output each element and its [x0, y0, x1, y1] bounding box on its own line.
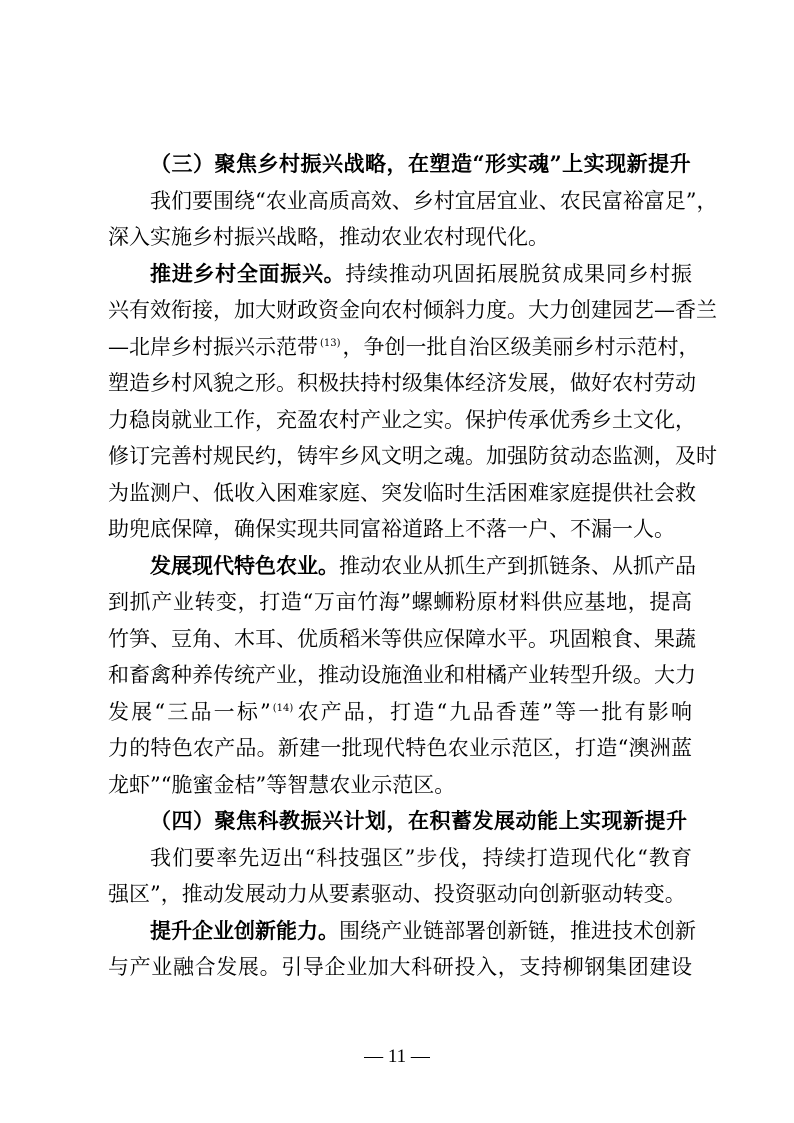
section-4-heading: （四）聚焦科教振兴计划，在积蓄发展动能上实现新提升 — [150, 808, 688, 833]
paragraph-modern-agriculture-line-7: 龙虾”“脆蜜金桔”等智慧农业示范区。 — [108, 772, 456, 797]
paragraph-modern-agriculture-line-3: 竹笋、豆角、木耳、优质稻米等供应保障水平。巩固粮食、果蔬 — [108, 626, 696, 651]
section-4-intro-line-1: 我们要率先迈出“科技强区”步伐，持续打造现代化“教育 — [150, 845, 692, 870]
section-3-intro-line-2: 深入实施乡村振兴战略，推动农业农村现代化。 — [108, 225, 549, 249]
paragraph-modern-agriculture-line-4: 和畜禽种养传统产业，推动设施渔业和柑橘产业转型升级。大力 — [108, 663, 696, 687]
paragraph-rural-revitalization-line-4: 塑造乡村风貌之形。积极扶持村级集体经济发展，做好农村劳动 — [108, 371, 696, 395]
paragraph-lead-enterprise-innovation: 提升企业创新能力。 — [150, 917, 339, 943]
section-3-heading: （三）聚焦乡村振兴战略，在塑造“形实魂”上实现新提升 — [150, 151, 692, 176]
paragraph-rural-revitalization-line-2: 兴有效衔接，加大财政资金向农村倾斜力度。大力创建园艺—香兰 — [108, 298, 717, 322]
section-3-intro-line-1: 我们要围绕“农业高质高效、乡村宜居宜业、农民富裕富足”， — [150, 188, 718, 213]
paragraph-lead-rural-revitalization: 推进乡村全面振兴。 — [150, 260, 346, 286]
paragraph-enterprise-innovation-line-2: 与产业融合发展。引导企业加大科研投入，支持柳钢集团建设 — [108, 955, 692, 979]
paragraph-modern-agriculture-line-1: 发展现代特色农业。推动农业从抓生产到抓链条、从抓产品 — [150, 552, 696, 578]
footnote-marker-13: (13) — [320, 337, 341, 349]
paragraph-rural-revitalization-line-1: 推进乡村全面振兴。持续推动巩固拓展脱贫成果同乡村振 — [150, 260, 692, 286]
paragraph-rural-revitalization-line-7: 为监测户、低收入困难家庭、突发临时生活困难家庭提供社会救 — [108, 480, 696, 505]
paragraph-rural-revitalization-line-3: —北岸乡村振兴示范带 $^{(13)}$，争创一批自治区级美丽乡村示范村， — [108, 334, 700, 359]
document-body — [108, 146, 718, 986]
section-4-intro-line-2: 强区”，推动发展动力从要素驱动、投资驱动向创新驱动转变。 — [108, 882, 686, 906]
paragraph-modern-agriculture-line-5: 发展“三品一标” $^{(14)}$农产品，打造“九品香莲”等一批有影响 — [108, 699, 692, 724]
paragraph-modern-agriculture-line-6: 力的特色农产品。新建一批现代特色农业示范区，打造“澳洲蓝 — [108, 736, 692, 760]
paragraph-enterprise-innovation-line-1: 提升企业创新能力。围绕产业链部署创新链，推进技术创新 — [150, 917, 696, 943]
footnote-marker-14: (14) — [272, 702, 294, 714]
paragraph-lead-modern-agriculture: 发展现代特色农业。 — [150, 552, 339, 578]
paragraph-rural-revitalization-line-6: 修订完善村规民约，铸牢乡风文明之魂。加强防贫动态监测，及时 — [108, 444, 717, 468]
paragraph-rural-revitalization-line-5: 力稳岗就业工作，充盈农村产业之实。保护传承优秀乡土文化， — [108, 407, 696, 432]
paragraph-modern-agriculture-line-2: 到抓产业转变，打造“万亩竹海”螺蛳粉原材料供应基地，提高 — [108, 590, 692, 614]
page-number: — 11 — — [364, 1046, 430, 1067]
paragraph-rural-revitalization-line-8: 助兜底保障，确保实现共同富裕道路上不落一户、不漏一人。 — [108, 517, 675, 541]
